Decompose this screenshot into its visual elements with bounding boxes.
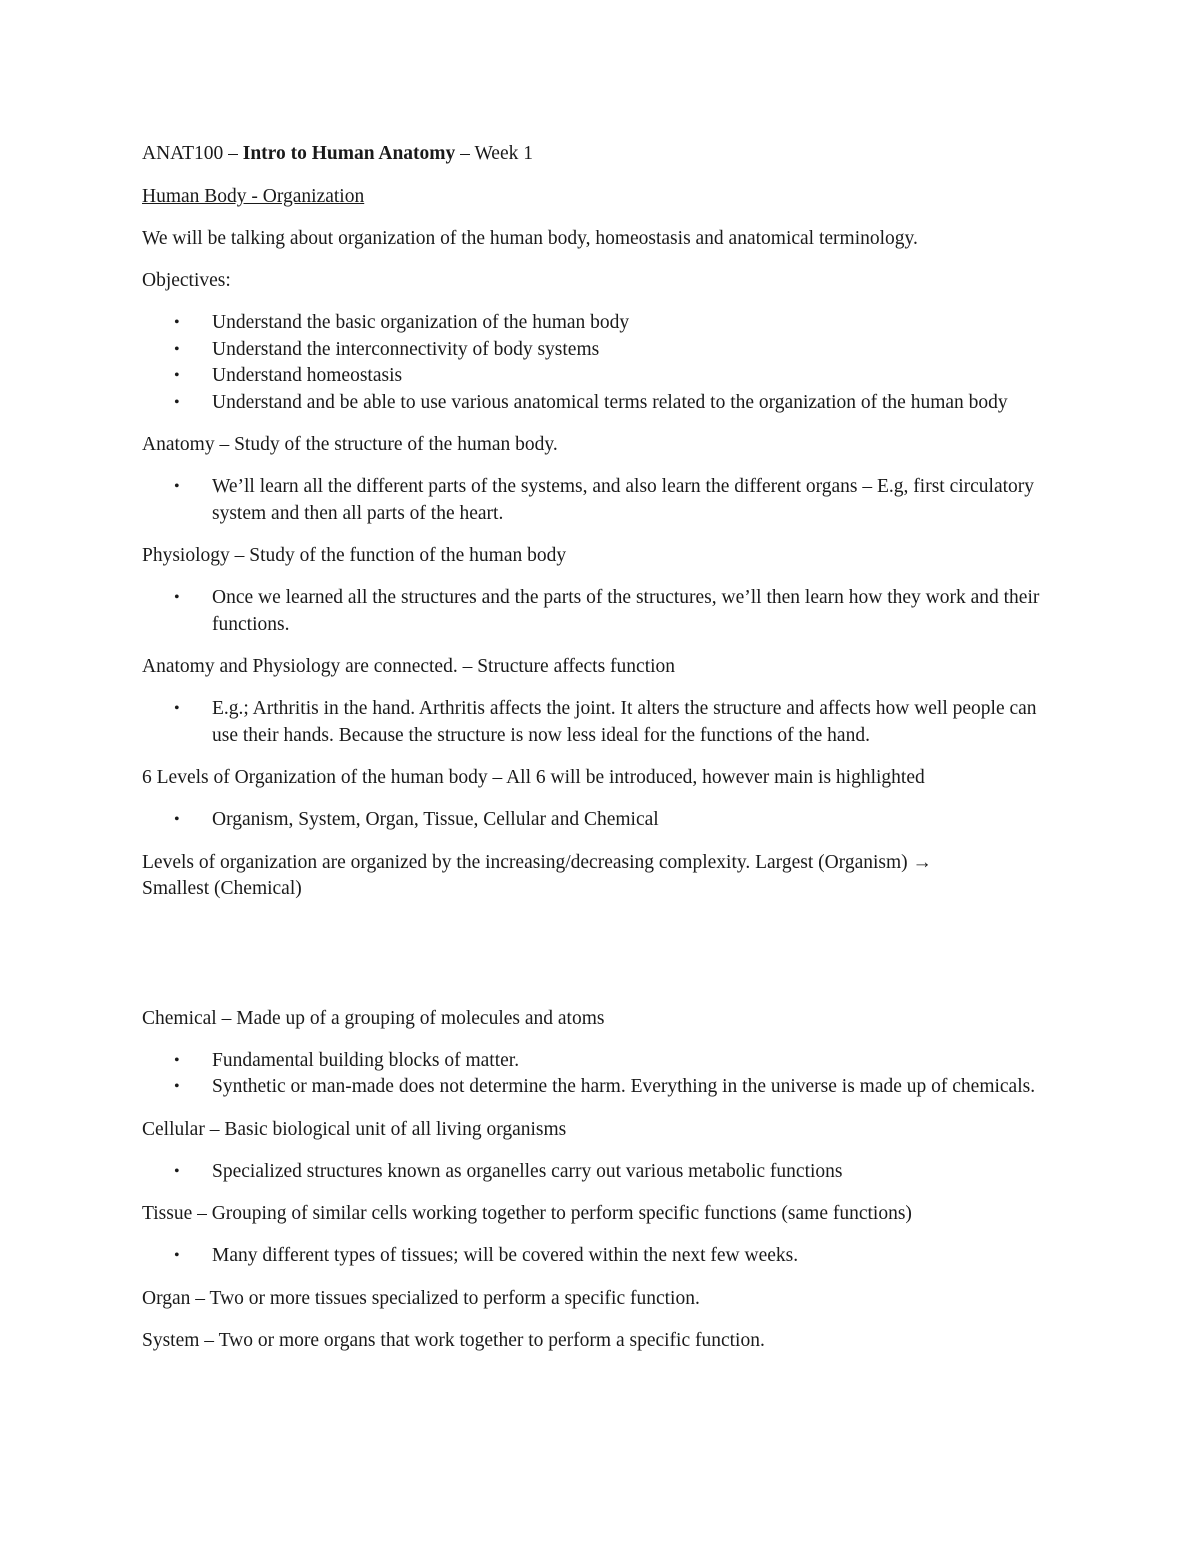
complexity-line-1: Levels of organization are organized by the increasing/decreasing complexity. Largest (Organism) → — [142, 851, 933, 873]
intro-paragraph: We will be talking about organization of the human body, homeostasis and anatomical terminology. — [142, 228, 918, 249]
list-item: • E.g.; Arthritis in the hand. Arthritis affects the joint. It alters the structure and affects how well people can use their hands. Because the structure is now less ideal for the functions of the hand. — [174, 698, 1037, 746]
list-item: • Many different types of tissues; will be covered within the next few weeks. — [142, 1243, 1062, 1270]
course-title: Intro to Human Anatomy — [242, 143, 456, 164]
bullet-icon: • — [174, 1162, 180, 1180]
list-item: • Understand and be able to use various anatomical terms related to the organization of the human body — [142, 390, 1062, 417]
chemical-heading: Chemical – Made up of a grouping of molecules and atoms — [142, 1007, 605, 1029]
course-code: ANAT100 — [142, 143, 224, 164]
section-title: Human Body - Organization — [142, 186, 365, 207]
levels-heading: 6 Levels of Organization of the human body – All 6 will be introduced, however main is highlighted — [142, 767, 925, 788]
physiology-heading: Physiology – Study of the function of the human body — [142, 545, 567, 566]
bullet-icon: • — [174, 700, 180, 717]
bullet-icon: • — [174, 589, 180, 606]
bullet-icon: • — [174, 478, 180, 495]
tissue-heading: Tissue – Grouping of similar cells working together to perform specific functions (same functions) — [142, 1203, 912, 1224]
list-item: • Organism, System, Organ, Tissue, Cellular and Chemical — [142, 807, 1062, 834]
bullet-icon: • — [174, 367, 180, 384]
list-item: • Understand the interconnectivity of body systems — [142, 337, 1062, 364]
organ-heading: Organ – Two or more tissues specialized to perform a specific function. — [142, 1287, 700, 1309]
blank-space — [142, 918, 1062, 1006]
complexity-line-2: Smallest (Chemical) — [142, 877, 302, 899]
chemical-list — [142, 1048, 1062, 1101]
list-item: • Understand the basic organization of the human body — [142, 310, 1062, 337]
list-item: • Understand homeostasis — [142, 363, 1062, 390]
cellular-list — [142, 1159, 1062, 1186]
list-item: • Synthetic or man-made does not determine the harm. Everything in the universe is made up of chemicals. — [142, 1074, 1062, 1101]
list-item: • Once we learned all the structures and the parts of the structures, we’ll then learn how they work and their functions. — [174, 587, 1040, 635]
bullet-icon: • — [174, 1078, 180, 1095]
anatomy-heading: Anatomy – Study of the structure of the human body. — [142, 434, 558, 455]
cellular-heading: Cellular – Basic biological unit of all living organisms — [142, 1118, 567, 1140]
connected-list — [142, 696, 1062, 749]
complexity-paragraph — [142, 850, 1062, 902]
week-label: Week 1 — [474, 143, 533, 164]
list-item: • We’ll learn all the different parts of the systems, and also learn the different organs – E.g, first circulatory system and then all parts of the heart. — [174, 476, 1035, 524]
bullet-icon: • — [174, 314, 180, 331]
objectives-label: Objectives: — [142, 270, 231, 291]
bullet-icon: • — [174, 811, 180, 828]
physiology-list — [142, 585, 1062, 638]
levels-list — [142, 807, 1062, 834]
list-item: • Specialized structures known as organelles carry out various metabolic functions — [142, 1159, 1062, 1186]
bullet-icon: • — [174, 1051, 180, 1069]
list-item: • Fundamental building blocks of matter. — [142, 1048, 1062, 1075]
bullet-icon: • — [174, 340, 180, 358]
document-page — [142, 140, 1062, 1370]
anatomy-list — [142, 474, 1062, 527]
connected-heading: Anatomy and Physiology are connected. – Structure affects function — [142, 656, 676, 677]
bullet-icon: • — [174, 393, 180, 411]
bullet-icon: • — [174, 1247, 180, 1264]
document-title: ANAT100 – Intro to Human Anatomy – Week 1 — [142, 143, 533, 164]
system-heading: System – Two or more organs that work together to perform a specific function. — [142, 1329, 765, 1351]
objectives-list — [142, 310, 1062, 416]
tissue-list — [142, 1243, 1062, 1270]
